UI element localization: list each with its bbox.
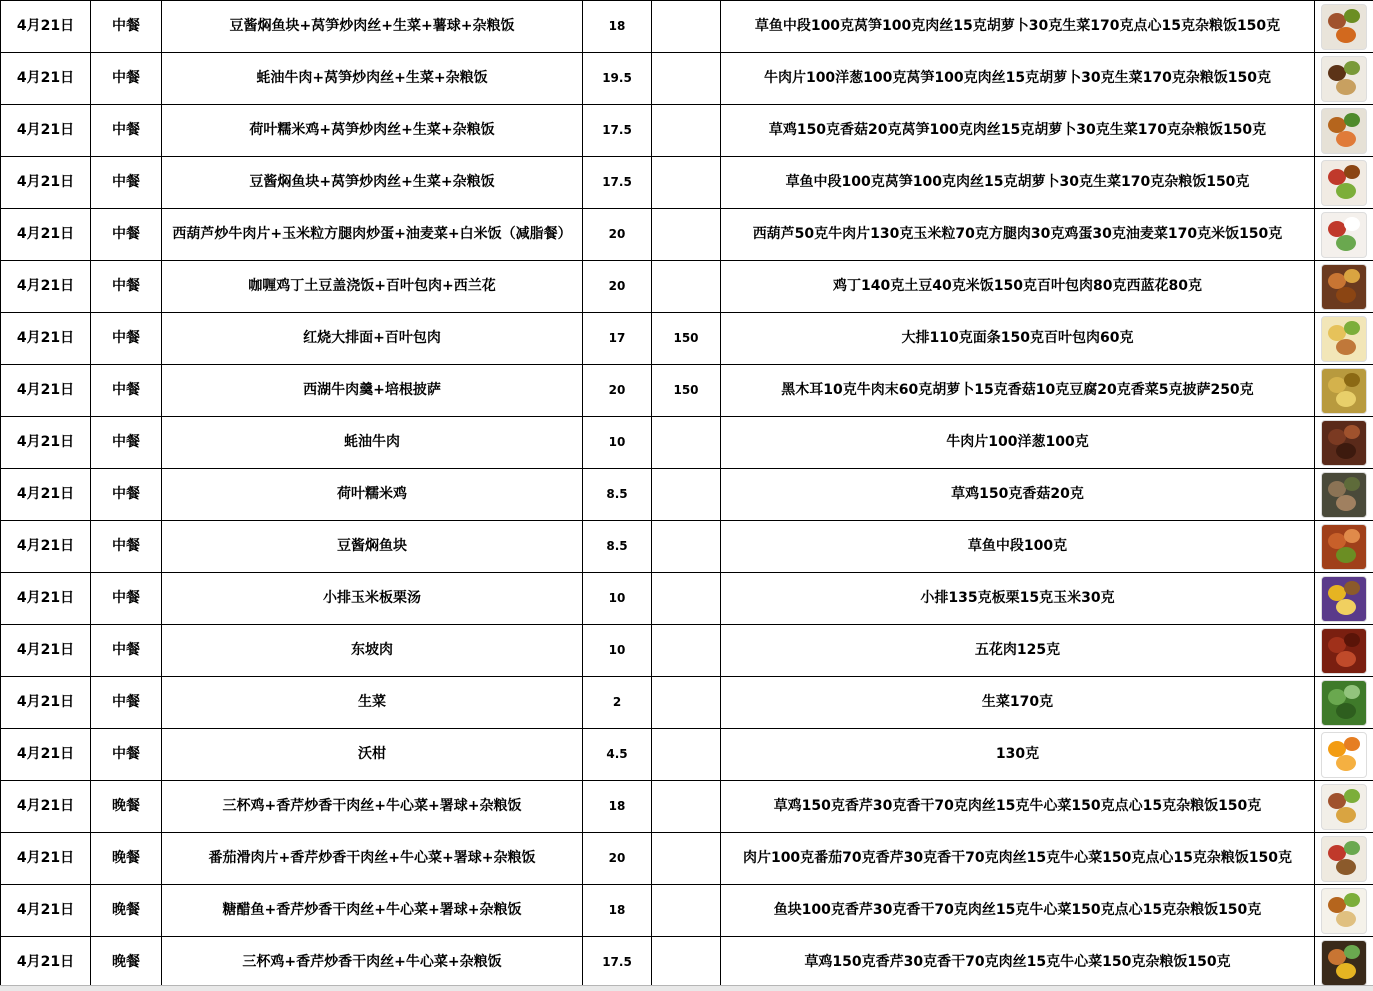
ingredients-cell[interactable]: 草鱼中段100克莴笋100克肉丝15克胡萝卜30克生菜170克杂粮饭150克: [721, 157, 1315, 209]
table-row[interactable]: [1, 885, 1373, 937]
food-photo: [1321, 420, 1367, 466]
photo-cell[interactable]: [1315, 573, 1373, 625]
food-photo: [1321, 472, 1367, 518]
meal-cell[interactable]: 晚餐: [91, 833, 162, 885]
ingredients-cell[interactable]: 西葫芦50克牛肉片130克玉米粒70克方腿肉30克鸡蛋30克油麦菜170克米饭150克: [721, 209, 1315, 261]
date-cell[interactable]: 4月21日: [1, 729, 91, 781]
price-cell[interactable]: 8.5: [583, 521, 652, 573]
ingredients-cell[interactable]: 黑木耳10克牛肉末60克胡萝卜15克香菇10克豆腐20克香菜5克披萨250克: [721, 365, 1315, 417]
table-row[interactable]: [1, 781, 1373, 833]
meal-cell[interactable]: 中餐: [91, 729, 162, 781]
price-cell[interactable]: 10: [583, 573, 652, 625]
weight-cell[interactable]: [652, 677, 721, 729]
date-cell[interactable]: 4月21日: [1, 53, 91, 105]
dish-cell[interactable]: 豆酱焖鱼块+莴笋炒肉丝+生菜+杂粮饭: [162, 157, 583, 209]
photo-cell[interactable]: [1315, 521, 1373, 573]
date-cell[interactable]: 4月21日: [1, 469, 91, 521]
price-cell[interactable]: 20: [583, 261, 652, 313]
table-row[interactable]: [1, 53, 1373, 105]
photo-cell[interactable]: [1315, 417, 1373, 469]
weight-cell[interactable]: [652, 625, 721, 677]
weight-cell[interactable]: [652, 573, 721, 625]
weight-cell[interactable]: [652, 105, 721, 157]
meal-cell[interactable]: 中餐: [91, 313, 162, 365]
photo-cell[interactable]: [1315, 313, 1373, 365]
weight-cell[interactable]: [652, 521, 721, 573]
date-cell[interactable]: 4月21日: [1, 209, 91, 261]
ingredients-cell[interactable]: 小排135克板栗15克玉米30克: [721, 573, 1315, 625]
weight-cell[interactable]: [652, 53, 721, 105]
price-cell[interactable]: 19.5: [583, 53, 652, 105]
weight-cell[interactable]: [652, 261, 721, 313]
dish-cell[interactable]: 东坡肉: [162, 625, 583, 677]
price-cell[interactable]: 18: [583, 885, 652, 937]
dish-cell[interactable]: 豆酱焖鱼块+莴笋炒肉丝+生菜+薯球+杂粮饭: [162, 1, 583, 53]
photo-cell[interactable]: [1315, 833, 1373, 885]
food-photo: [1321, 628, 1367, 674]
food-photo: [1321, 160, 1367, 206]
ingredients-cell[interactable]: 鱼块100克香芹30克香干70克肉丝15克牛心菜150克点心15克杂粮饭150克: [721, 885, 1315, 937]
meal-cell[interactable]: 中餐: [91, 209, 162, 261]
food-photo: [1321, 316, 1367, 362]
food-photo: [1321, 888, 1367, 934]
meal-cell[interactable]: 中餐: [91, 365, 162, 417]
dish-cell[interactable]: 三杯鸡+香芹炒香干肉丝+牛心菜+杂粮饭: [162, 937, 583, 986]
weight-cell[interactable]: 150: [652, 365, 721, 417]
table-row[interactable]: [1, 365, 1373, 417]
price-cell[interactable]: 20: [583, 209, 652, 261]
meal-cell[interactable]: 中餐: [91, 469, 162, 521]
dish-cell[interactable]: 红烧大排面+百叶包肉: [162, 313, 583, 365]
price-cell[interactable]: 10: [583, 417, 652, 469]
ingredients-cell[interactable]: 鸡丁140克土豆40克米饭150克百叶包肉80克西蓝花80克: [721, 261, 1315, 313]
date-cell[interactable]: 4月21日: [1, 521, 91, 573]
dish-cell[interactable]: 小排玉米板栗汤: [162, 573, 583, 625]
price-cell[interactable]: 10: [583, 625, 652, 677]
food-photo: [1321, 368, 1367, 414]
table-row[interactable]: [1, 1, 1373, 53]
price-cell[interactable]: 20: [583, 833, 652, 885]
food-photo: [1321, 940, 1367, 986]
table-row[interactable]: [1, 157, 1373, 209]
sheet-tab-bar[interactable]: [0, 985, 1373, 991]
photo-cell[interactable]: [1315, 729, 1373, 781]
dish-cell[interactable]: 糖醋鱼+香芹炒香干肉丝+牛心菜+署球+杂粮饭: [162, 885, 583, 937]
photo-cell[interactable]: [1315, 469, 1373, 521]
food-photo: [1321, 212, 1367, 258]
weight-cell[interactable]: [652, 885, 721, 937]
table-row[interactable]: [1, 469, 1373, 521]
food-photo: [1321, 4, 1367, 50]
weight-cell[interactable]: [652, 417, 721, 469]
dish-cell[interactable]: 沃柑: [162, 729, 583, 781]
meal-cell[interactable]: 中餐: [91, 573, 162, 625]
price-cell[interactable]: 17.5: [583, 937, 652, 986]
photo-cell[interactable]: [1315, 157, 1373, 209]
date-cell[interactable]: 4月21日: [1, 157, 91, 209]
price-cell[interactable]: 17.5: [583, 157, 652, 209]
food-photo: [1321, 264, 1367, 310]
date-cell[interactable]: 4月21日: [1, 417, 91, 469]
meal-cell[interactable]: 中餐: [91, 53, 162, 105]
photo-cell[interactable]: [1315, 625, 1373, 677]
ingredients-cell[interactable]: 130克: [721, 729, 1315, 781]
weight-cell[interactable]: [652, 1, 721, 53]
meal-cell[interactable]: 中餐: [91, 625, 162, 677]
price-cell[interactable]: 20: [583, 365, 652, 417]
table-row[interactable]: [1, 833, 1373, 885]
table-row[interactable]: [1, 417, 1373, 469]
weight-cell[interactable]: [652, 469, 721, 521]
meal-cell[interactable]: 中餐: [91, 261, 162, 313]
photo-cell[interactable]: [1315, 937, 1373, 986]
photo-cell[interactable]: [1315, 105, 1373, 157]
food-photo: [1321, 680, 1367, 726]
ingredients-cell[interactable]: 牛肉片100洋葱100克: [721, 417, 1315, 469]
date-cell[interactable]: 4月21日: [1, 885, 91, 937]
price-cell[interactable]: 2: [583, 677, 652, 729]
date-cell[interactable]: 4月21日: [1, 1, 91, 53]
table-row[interactable]: [1, 313, 1373, 365]
dish-cell[interactable]: 蚝油牛肉+莴笋炒肉丝+生菜+杂粮饭: [162, 53, 583, 105]
price-cell[interactable]: 17: [583, 313, 652, 365]
ingredients-cell[interactable]: 草鱼中段100克: [721, 521, 1315, 573]
date-cell[interactable]: 4月21日: [1, 677, 91, 729]
photo-cell[interactable]: [1315, 677, 1373, 729]
ingredients-cell[interactable]: 草鸡150克香菇20克: [721, 469, 1315, 521]
ingredients-cell[interactable]: 草鸡150克香芹30克香干70克肉丝15克牛心菜150克杂粮饭150克: [721, 937, 1315, 986]
food-photo: [1321, 732, 1367, 778]
dish-cell[interactable]: 西葫芦炒牛肉片+玉米粒方腿肉炒蛋+油麦菜+白米饭（减脂餐）: [162, 209, 583, 261]
dish-cell[interactable]: 生菜: [162, 677, 583, 729]
table-row[interactable]: [1, 729, 1373, 781]
date-cell[interactable]: 4月21日: [1, 937, 91, 986]
photo-cell[interactable]: [1315, 209, 1373, 261]
dish-cell[interactable]: 蚝油牛肉: [162, 417, 583, 469]
weight-cell[interactable]: [652, 157, 721, 209]
table-row[interactable]: [1, 209, 1373, 261]
food-photo: [1321, 576, 1367, 622]
date-cell[interactable]: 4月21日: [1, 833, 91, 885]
meal-cell[interactable]: 晚餐: [91, 885, 162, 937]
price-cell[interactable]: 8.5: [583, 469, 652, 521]
ingredients-cell[interactable]: 五花肉125克: [721, 625, 1315, 677]
dish-cell[interactable]: 番茄滑肉片+香芹炒香干肉丝+牛心菜+署球+杂粮饭: [162, 833, 583, 885]
price-cell[interactable]: 18: [583, 1, 652, 53]
date-cell[interactable]: 4月21日: [1, 105, 91, 157]
ingredients-cell[interactable]: 大排110克面条150克百叶包肉60克: [721, 313, 1315, 365]
table-row[interactable]: [1, 261, 1373, 313]
meal-cell[interactable]: 中餐: [91, 417, 162, 469]
ingredients-cell[interactable]: 生菜170克: [721, 677, 1315, 729]
table-row[interactable]: [1, 521, 1373, 573]
ingredients-cell[interactable]: 草鸡150克香芹30克香干70克肉丝15克牛心菜150克点心15克杂粮饭150克: [721, 781, 1315, 833]
photo-cell[interactable]: [1315, 885, 1373, 937]
meal-cell[interactable]: 晚餐: [91, 937, 162, 986]
dish-cell[interactable]: 荷叶糯米鸡: [162, 469, 583, 521]
ingredients-cell[interactable]: 草鱼中段100克莴笋100克肉丝15克胡萝卜30克生菜170克点心15克杂粮饭150克: [721, 1, 1315, 53]
table-row[interactable]: [1, 573, 1373, 625]
table-row[interactable]: [1, 625, 1373, 677]
price-cell[interactable]: 17.5: [583, 105, 652, 157]
photo-cell[interactable]: [1315, 365, 1373, 417]
meal-cell[interactable]: 中餐: [91, 157, 162, 209]
photo-cell[interactable]: [1315, 781, 1373, 833]
dish-cell[interactable]: 荷叶糯米鸡+莴笋炒肉丝+生菜+杂粮饭: [162, 105, 583, 157]
weight-cell[interactable]: 150: [652, 313, 721, 365]
meal-cell[interactable]: 中餐: [91, 1, 162, 53]
table-row[interactable]: [1, 105, 1373, 157]
ingredients-cell[interactable]: 草鸡150克香菇20克莴笋100克肉丝15克胡萝卜30克生菜170克杂粮饭150克: [721, 105, 1315, 157]
dish-cell[interactable]: 豆酱焖鱼块: [162, 521, 583, 573]
meal-cell[interactable]: 晚餐: [91, 781, 162, 833]
dish-cell[interactable]: 三杯鸡+香芹炒香干肉丝+牛心菜+署球+杂粮饭: [162, 781, 583, 833]
date-cell[interactable]: 4月21日: [1, 625, 91, 677]
food-photo: [1321, 784, 1367, 830]
meal-cell[interactable]: 中餐: [91, 521, 162, 573]
food-photo: [1321, 56, 1367, 102]
table-row[interactable]: [1, 937, 1373, 986]
food-photo: [1321, 836, 1367, 882]
date-cell[interactable]: 4月21日: [1, 781, 91, 833]
weight-cell[interactable]: [652, 781, 721, 833]
date-cell[interactable]: 4月21日: [1, 573, 91, 625]
weight-cell[interactable]: [652, 833, 721, 885]
photo-cell[interactable]: [1315, 53, 1373, 105]
ingredients-cell[interactable]: 肉片100克番茄70克香芹30克香干70克肉丝15克牛心菜150克点心15克杂粮饭150克: [721, 833, 1315, 885]
photo-cell[interactable]: [1315, 1, 1373, 53]
price-cell[interactable]: 4.5: [583, 729, 652, 781]
meal-cell[interactable]: 中餐: [91, 105, 162, 157]
ingredients-cell[interactable]: 牛肉片100洋葱100克莴笋100克肉丝15克胡萝卜30克生菜170克杂粮饭150克: [721, 53, 1315, 105]
weight-cell[interactable]: [652, 937, 721, 986]
date-cell[interactable]: 4月21日: [1, 365, 91, 417]
dish-cell[interactable]: 西湖牛肉羹+培根披萨: [162, 365, 583, 417]
food-photo: [1321, 108, 1367, 154]
weight-cell[interactable]: [652, 729, 721, 781]
date-cell[interactable]: 4月21日: [1, 313, 91, 365]
dish-cell[interactable]: 咖喱鸡丁土豆盖浇饭+百叶包肉+西兰花: [162, 261, 583, 313]
date-cell[interactable]: 4月21日: [1, 261, 91, 313]
photo-cell[interactable]: [1315, 261, 1373, 313]
price-cell[interactable]: 18: [583, 781, 652, 833]
food-photo: [1321, 524, 1367, 570]
table-row[interactable]: [1, 677, 1373, 729]
meal-cell[interactable]: 中餐: [91, 677, 162, 729]
weight-cell[interactable]: [652, 209, 721, 261]
